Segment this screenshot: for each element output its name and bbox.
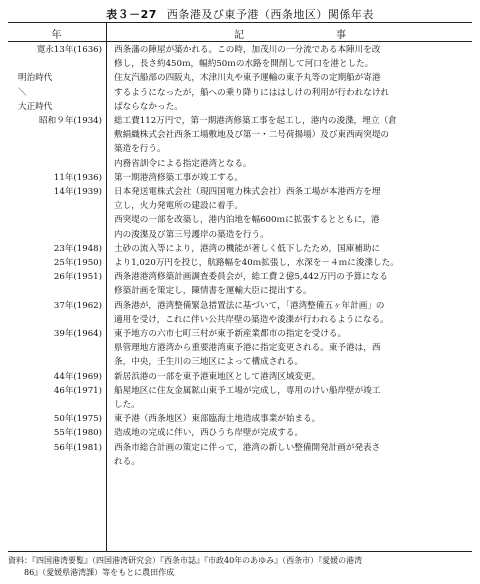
event-header-char-1: 記 (234, 30, 244, 41)
table-row (8, 171, 472, 185)
row-year: 昭和９年(1934) (39, 116, 102, 127)
table-row (8, 327, 472, 370)
table-row (8, 270, 472, 298)
row-event: 東予港（西条地区）東部臨海土地造成事業が始まる。 (114, 414, 321, 425)
row-event: 船屋地区に住友金属鉱山東予工場が完成し，専用のけい船岸壁が竣工 した。 (114, 385, 381, 411)
row-year: 14年(1939) (53, 187, 102, 198)
table-row (8, 299, 472, 327)
row-year: 44年(1969) (53, 371, 102, 382)
row-year: 23年(1948) (53, 243, 102, 254)
row-event: より1,020万円を投じ，航路幅を40ｍ拡張し，水深を－４ｍに浚渫した。 (114, 258, 399, 269)
table-row (8, 185, 472, 242)
table-number: 表３－27 (106, 8, 157, 21)
row-year: 寛永13年(1636) (36, 45, 102, 55)
table-row (8, 43, 472, 71)
row-year: 11年(1936) (53, 172, 102, 183)
row-event: 第一期港湾修築工事が竣工する。 (114, 172, 243, 183)
source-note: 資料：『四国港湾要覧』（四国港湾研究会）『西条市誌』『市政40年のあゆみ』（西条市）『愛媛の港湾 86』（愛媛県港湾課）等をもとに農田作成 (8, 556, 363, 577)
row-event: 西条藩の陣屋が築かれる。この時，加茂川の一分流である本陣川を改 修し，長さ約450ｍ，幅約50ｍの水路を開削して河口を港とした。 (114, 45, 381, 70)
row-event: 日本発送電株式会社（現四国電力株式会社）西条工場が本港西方を埋 立し，火力発電所の建設に着手。 西突堤の一部を改築し，港内泊地を幅600ｍに拡張するとともに，港 内の浚渫及び第三号護岸の築造を行う。 (114, 187, 381, 240)
row-event: 新居浜港の一部を東予港東地区として港湾区域変更。 (114, 371, 321, 382)
event-header-char-2: 事 (336, 30, 346, 41)
table-row (8, 86, 472, 100)
table-row (8, 412, 472, 426)
table-row (8, 100, 472, 114)
row-year: ＼ (18, 87, 27, 98)
row-event: 造成地の完成に伴い，西ひうち岸壁が完成する。 (114, 428, 304, 439)
row-year: 55年(1980) (53, 428, 102, 439)
table-row (8, 242, 472, 256)
row-year: 明治時代 (18, 73, 53, 84)
table-body (8, 43, 472, 551)
row-event: 西条港が，港湾整備緊急措置法に基づいて，「港湾整備五ヶ年計画」の 適用を受け，これに伴い公共岸壁の築造や浚渫が行われるようになる。 (114, 300, 389, 325)
row-year: 37年(1962) (53, 300, 102, 311)
event-column-header (108, 26, 472, 41)
row-event: 東予地方の六市七町三村が東予新産業都市の指定を受ける。 県管理地方港湾から重要港湾東予港に指定変更される。東予港は，西 条，中央，壬生川の三地区によって構成される。 (114, 329, 381, 368)
row-year: 39年(1964) (53, 329, 102, 340)
row-year: 26年(1951) (53, 272, 102, 283)
table-row (8, 370, 472, 384)
row-event: 土砂の流入等により，港湾の機能が著しく低下したため，国庫補助に (114, 243, 381, 254)
year-column-header: 年 (51, 30, 62, 41)
table-row (8, 256, 472, 270)
row-year: 46年(1971) (53, 385, 102, 396)
table-row (8, 114, 472, 171)
table-header (8, 23, 472, 42)
table-row (8, 71, 472, 85)
row-event: 西条港港湾修築計画調査委員会が，総工費２億5,442万円の予算になる 修築計画を策定し，陳情書を運輸大臣に提出する。 (114, 272, 388, 297)
row-event: 西条市総合計画の策定に伴って，港湾の新しい整備開発計画が発表さ れる。 (114, 442, 381, 467)
row-year: 大正時代 (18, 101, 53, 112)
chronology-table (8, 22, 472, 552)
row-year: 50年(1975) (53, 414, 102, 425)
row-event: 総工費112万円で，第一期港湾修築工事を起工し，港内の浚渫，埋立（倉 敷絹織株式会社西条工場敷地及び第一・二号荷揚場）及び東西両突堤の 築造を行う。 内務省訓令による指定港湾となる。 (114, 116, 397, 169)
table-caption: 西条港及び東予港（西条地区）関係年表 (166, 8, 374, 21)
row-event: ばならなかった。 (114, 101, 183, 112)
table-title (0, 6, 480, 22)
row-event: 住友汽船部の四阪丸，木津川丸や東予運輸の東予丸等の定期船が寄港 (114, 73, 381, 84)
row-year: 56年(1981) (53, 442, 102, 453)
row-year: 25年(1950) (53, 258, 102, 269)
table-row (8, 384, 472, 412)
table-row (8, 426, 472, 440)
table-row (8, 441, 472, 469)
row-event: するようになったが，船への乗り降りにははしけの利用が行われなけれ (114, 87, 390, 98)
